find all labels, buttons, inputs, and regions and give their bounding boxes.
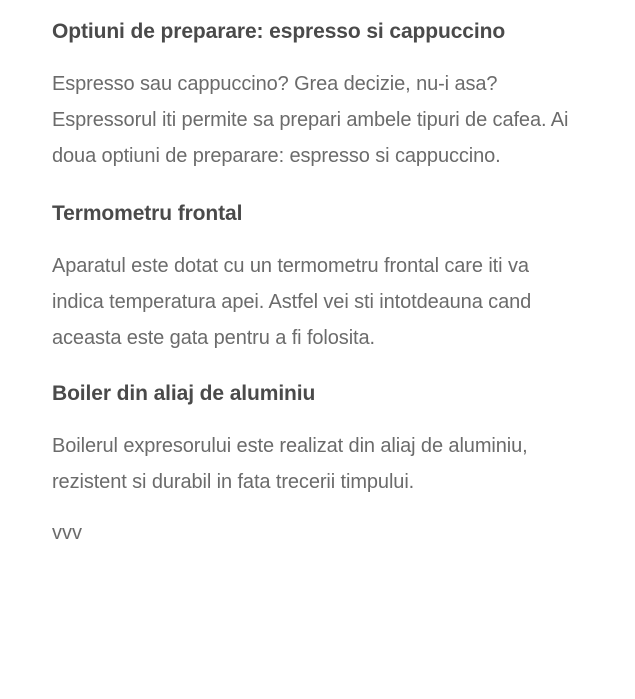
section-front-thermometer [52,196,583,356]
trailing-text: vvv [52,522,82,544]
section-spacer [52,174,583,196]
section-heading: Termometru frontal [52,202,243,225]
section-paragraph: Aparatul este dotat cu un termometru frontal care iti va indica temperatura apei. Astfel vei sti intotdeauna cand aceasta este gata pentru a fi folosita. [52,255,532,349]
section-heading: Optiuni de preparare: espresso si cappuccino [52,20,506,43]
section-paragraph: Boilerul expresorului este realizat din aliaj de aluminiu, rezistent si durabil in fata trecerii timpului. [52,435,528,493]
section-heading: Boiler din aliaj de aluminiu [52,382,316,405]
section-spacer [52,356,583,376]
section-brewing-options [52,14,583,174]
section-aluminium-boiler [52,376,583,500]
section-paragraph: Espresso sau cappuccino? Grea decizie, nu-i asa? Espressorul iti permite sa prepari ambele tipuri de cafea. Ai doua optiuni de preparare: espresso si cappuccino. [52,73,569,167]
